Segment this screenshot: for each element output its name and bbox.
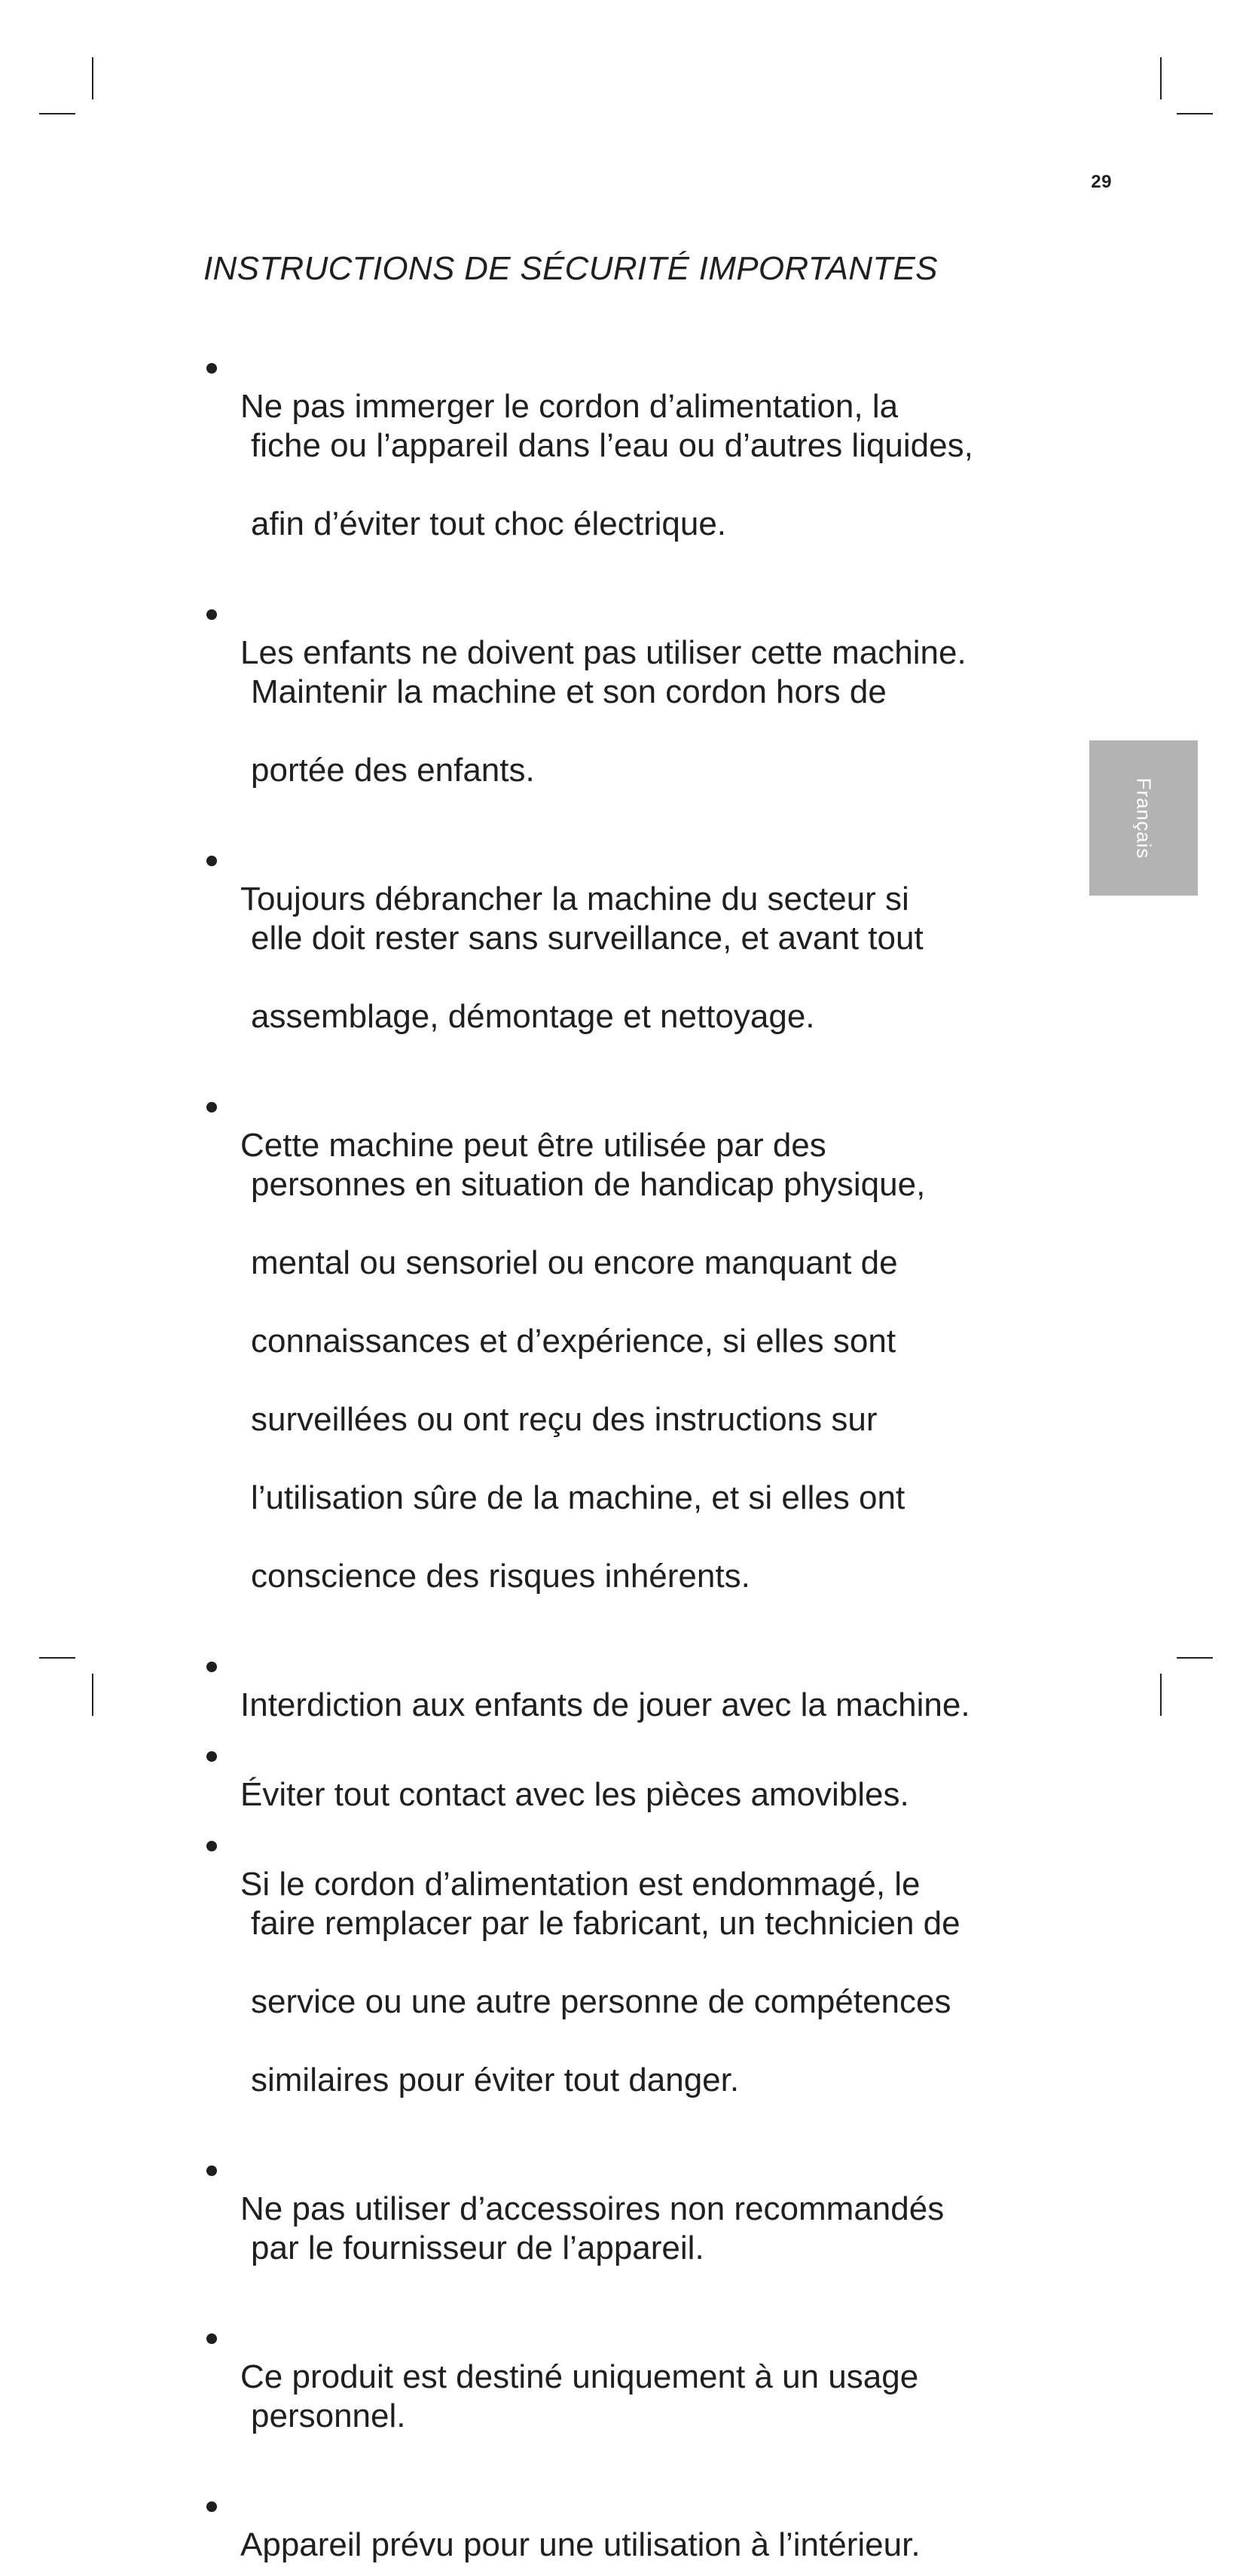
list-item bbox=[203, 1736, 1055, 1814]
line: similaires pour éviter tout danger. bbox=[251, 2062, 740, 2098]
line: connaissances et d’expérience, si elles sont bbox=[251, 1323, 896, 1360]
crop-mark-top-left-vertical bbox=[92, 57, 93, 99]
line: afin d’éviter tout choc électrique. bbox=[251, 505, 727, 542]
bullet-icon bbox=[206, 1102, 217, 1113]
line: Appareil prévu pour une utilisation à l’intérieur. bbox=[240, 2526, 921, 2563]
crop-mark-bottom-left-horizontal bbox=[39, 1657, 75, 1659]
line: Maintenir la machine et son cordon hors de bbox=[251, 673, 887, 710]
bullet-icon bbox=[206, 1662, 217, 1672]
line: faire remplacer par le fabricant, un technicien de bbox=[251, 1905, 960, 1942]
line: Les enfants ne doivent pas utiliser cette machine. bbox=[240, 634, 967, 671]
list-item bbox=[203, 841, 1055, 1076]
crop-mark-top-right-vertical bbox=[1160, 57, 1162, 99]
line: service ou une autre personne de compétences bbox=[251, 1983, 951, 2020]
line: l’utilisation sûre de la machine, et si elles ont bbox=[251, 1479, 905, 1516]
crop-mark-top-left-horizontal bbox=[39, 113, 75, 114]
bullet-icon bbox=[206, 2165, 217, 2176]
line: surveillées ou ont reçu des instructions sur bbox=[251, 1401, 878, 1438]
list-item bbox=[203, 1826, 1055, 2139]
bullet-icon bbox=[206, 856, 217, 866]
list-item bbox=[203, 2486, 1055, 2565]
bullet-icon bbox=[206, 1841, 217, 1851]
line: mental ou sensoriel ou encore manquant de bbox=[251, 1244, 898, 1281]
bullet-icon bbox=[206, 363, 217, 374]
line: Interdiction aux enfants de jouer avec la machine. bbox=[240, 1686, 970, 1723]
crop-mark-bottom-right-horizontal bbox=[1177, 1657, 1213, 1659]
safety-instructions-list bbox=[203, 348, 1055, 2576]
line: Ne pas immerger le cordon d’alimentation, la bbox=[240, 388, 899, 425]
list-item bbox=[203, 2150, 1055, 2307]
list-item bbox=[203, 348, 1055, 583]
line: par le fournisseur de l’appareil. bbox=[251, 2230, 704, 2266]
bullet-icon bbox=[206, 609, 217, 620]
list-item bbox=[203, 1647, 1055, 1725]
page-title: INSTRUCTIONS DE SÉCURITÉ IMPORTANTES bbox=[203, 250, 938, 287]
crop-mark-bottom-left-vertical bbox=[92, 1674, 93, 1716]
crop-mark-top-right-horizontal bbox=[1177, 113, 1213, 114]
list-item bbox=[203, 594, 1055, 829]
list-item bbox=[203, 2318, 1055, 2475]
line: fiche ou l’appareil dans l’eau ou d’autres liquides, bbox=[251, 427, 973, 464]
bullet-icon bbox=[206, 2501, 217, 2512]
line: conscience des risques inhérents. bbox=[251, 1558, 750, 1595]
page-number: 29 bbox=[1091, 172, 1112, 192]
line: Ce produit est destiné uniquement à un usage bbox=[240, 2358, 919, 2395]
line: Ne pas utiliser d’accessoires non recommandés bbox=[240, 2190, 945, 2227]
line: elle doit rester sans surveillance, et avant tout bbox=[251, 920, 924, 957]
language-tab-label: Français bbox=[1132, 777, 1156, 859]
crop-mark-bottom-right-vertical bbox=[1160, 1674, 1162, 1716]
line: Cette machine peut être utilisée par des bbox=[240, 1127, 826, 1164]
line: personnes en situation de handicap physique, bbox=[251, 1166, 926, 1203]
bullet-icon bbox=[206, 2333, 217, 2344]
bullet-icon bbox=[206, 1751, 217, 1762]
line: Éviter tout contact avec les pièces amovibles. bbox=[240, 1776, 909, 1813]
line: Si le cordon d’alimentation est endommagé, le bbox=[240, 1866, 921, 1903]
list-item bbox=[203, 1087, 1055, 1635]
line: Toujours débrancher la machine du secteur si bbox=[240, 881, 909, 917]
line: personnel. bbox=[251, 2397, 406, 2434]
line: portée des enfants. bbox=[251, 752, 535, 789]
language-tab bbox=[1089, 740, 1198, 896]
line: assemblage, démontage et nettoyage. bbox=[251, 998, 815, 1035]
